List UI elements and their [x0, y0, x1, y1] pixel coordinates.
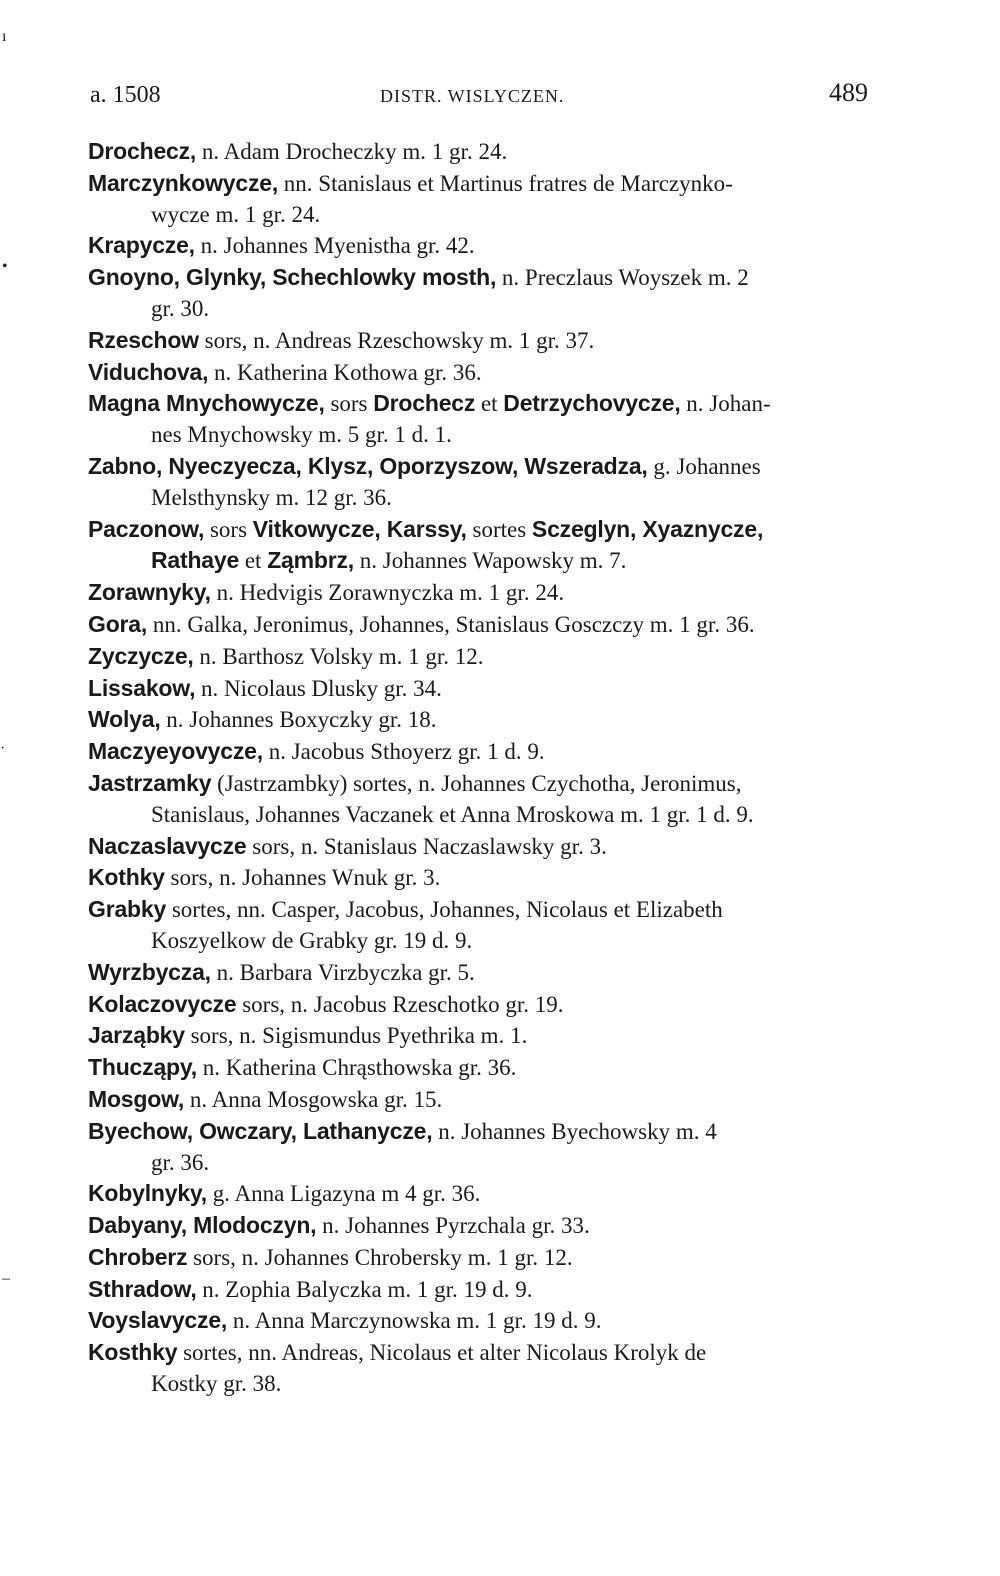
- entry-text: Koszyelkow de Grabky gr. 19 d. 9.: [151, 927, 473, 953]
- entry-text: n. Johannes Myenistha gr. 42.: [194, 233, 475, 259]
- place-name: Kosthky: [88, 1339, 178, 1366]
- entry-text: n. Katherina Kothowa gr. 36.: [208, 359, 482, 385]
- place-name: Voyslavycze,: [88, 1307, 228, 1334]
- place-name: Marczynkowycze,: [88, 169, 279, 196]
- entry-line: [88, 517, 763, 542]
- entry-line: [88, 360, 482, 385]
- entry: [88, 168, 878, 231]
- entry-text: Stanislaus, Johannes Vaczanek et Anna Mroskowa m. 1 gr. 1 d. 9.: [151, 801, 754, 827]
- entry: [88, 736, 878, 768]
- entry-text: n. Anna Marczynowska m. 1 gr. 19 d. 9.: [227, 1308, 602, 1334]
- entry: [88, 514, 878, 578]
- entry-line: [88, 834, 607, 859]
- entry-line: [88, 897, 723, 922]
- place-name: Sczeglyn, Xyaznycze,: [531, 515, 764, 542]
- entry-continuation: [88, 483, 878, 514]
- entry-text: (Jastrzambky) sortes, n. Johannes Czychotha, Jeronimus,: [211, 770, 742, 796]
- entry: [88, 388, 878, 451]
- entry-text: n. Johannes Pyrzchala gr. 33.: [316, 1213, 590, 1239]
- entry: [88, 1210, 878, 1242]
- entry-line: [88, 1213, 590, 1238]
- entry-line: [88, 171, 733, 196]
- entry-line: [88, 1181, 480, 1206]
- entry-text: sors: [204, 516, 253, 542]
- entry: [88, 894, 878, 957]
- place-name: Gnoyno, Glynky, Schechlowky mosth,: [88, 264, 497, 291]
- entry-continuation: [88, 926, 878, 957]
- entry-line: [88, 1308, 601, 1333]
- entry-line: [88, 1119, 717, 1144]
- entry-text: n. Johan-: [680, 391, 771, 417]
- entry-text: et: [239, 548, 268, 574]
- entry-text: n. Barbara Virzbyczka gr. 5.: [210, 959, 475, 985]
- place-name: Krapycze,: [88, 232, 195, 259]
- entry: [88, 577, 878, 609]
- margin-speck: ı: [2, 28, 7, 45]
- entry-text: et: [475, 391, 504, 417]
- place-name: Chroberz: [88, 1243, 188, 1270]
- place-name: Zabno, Nyeczyecza, Klysz, Oporzyszow, Wszeradza,: [88, 452, 648, 479]
- entry-text: sortes, nn. Andreas, Nicolaus et alter Nicolaus Krolyk de: [177, 1340, 707, 1366]
- entry-text: n. Hedvigis Zorawnyczka m. 1 gr. 24.: [210, 580, 565, 606]
- place-name: Wyrzbycza,: [88, 958, 211, 985]
- entry-text: sors: [324, 391, 374, 417]
- entry-text: n. Anna Mosgowska gr. 15.: [184, 1086, 443, 1112]
- entry-text: nes Mnychowsky m. 5 gr. 1 d. 1.: [151, 422, 452, 448]
- entry-text: gr. 30.: [151, 295, 210, 321]
- entry-line: [88, 1023, 527, 1048]
- entry-continuation: [88, 1369, 878, 1400]
- place-name: Kolaczovycze: [88, 990, 237, 1017]
- entry-text: sors, n. Johannes Wnuk gr. 3.: [164, 865, 441, 891]
- entry-line: [88, 865, 440, 890]
- entry: [88, 989, 878, 1021]
- place-name: Ząmbrz,: [267, 547, 354, 574]
- place-name: Magna Mnychowycze,: [88, 390, 325, 417]
- entry: [88, 831, 878, 863]
- place-name: Sthradow,: [88, 1275, 197, 1302]
- entry-text: n. Johannes Boxyczky gr. 18.: [160, 707, 437, 733]
- entry-line: [88, 676, 442, 701]
- entry-continuation: [88, 420, 878, 451]
- header-year: a. 1508: [90, 82, 161, 108]
- entry-text: n. Nicolaus Dlusky gr. 34.: [195, 675, 442, 701]
- place-name: Drochecz,: [88, 138, 197, 164]
- place-name: Detrzychovycze,: [503, 390, 681, 417]
- entry-line: [88, 139, 507, 164]
- entry: [88, 862, 878, 894]
- place-name: Byechow, Owczary, Lathanycze,: [88, 1117, 433, 1144]
- entry-line: [88, 233, 475, 258]
- place-name: Wolya,: [88, 706, 161, 733]
- entry-line: [88, 644, 483, 669]
- entry-text: nn. Stanislaus et Martinus fratres de Marczynko-: [278, 170, 733, 196]
- entry-continuation: [88, 294, 878, 325]
- place-name: Kobylnyky,: [88, 1180, 207, 1207]
- place-name: Naczaslavycze: [88, 832, 247, 859]
- entry-text: n. Johannes Byechowsky m. 4: [432, 1118, 717, 1144]
- entry: [88, 1274, 878, 1306]
- place-name: Rathaye: [151, 547, 240, 574]
- entry: [88, 325, 878, 357]
- entry-line: [88, 612, 755, 637]
- entry-text: n. Zophia Balyczka m. 1 gr. 19 d. 9.: [196, 1276, 533, 1302]
- place-name: Paczonow,: [88, 515, 205, 542]
- entry-line: [88, 580, 564, 605]
- entry-text: Kostky gr. 38.: [151, 1371, 282, 1397]
- entry: [88, 1305, 878, 1337]
- place-name: Jarząbky: [88, 1022, 185, 1049]
- place-name: Zyczycze,: [88, 642, 194, 669]
- entry-text: sors, n. Stanislaus Naczaslawsky gr. 3.: [246, 833, 607, 859]
- entry-continuation: [88, 200, 878, 231]
- place-name: Grabky: [88, 896, 167, 923]
- entry: [88, 641, 878, 673]
- place-name: Dabyany, Mlodoczyn,: [88, 1212, 317, 1239]
- entry: [88, 1116, 878, 1179]
- entry-text: gr. 36.: [151, 1149, 210, 1175]
- entry: [88, 357, 878, 389]
- entry: [88, 1052, 878, 1084]
- margin-speck: –: [2, 1270, 10, 1287]
- entry-text: sortes, nn. Casper, Jacobus, Johannes, Nicolaus et Elizabeth: [166, 897, 723, 923]
- entry-text: n. Katherina Chrąsthowska gr. 36.: [196, 1055, 517, 1081]
- place-name: Mosgow,: [88, 1085, 185, 1112]
- entry-line: [88, 1055, 516, 1080]
- entry: [88, 1242, 878, 1274]
- entry-line: [88, 391, 771, 416]
- entry: [88, 230, 878, 262]
- entry-line: [88, 1340, 706, 1365]
- entry-line: [88, 1087, 442, 1112]
- page-number: 489: [829, 78, 868, 107]
- entry-line: [88, 1277, 533, 1302]
- place-name: Zorawnyky,: [88, 579, 211, 606]
- entry-text: n. Barthosz Volsky m. 1 gr. 12.: [193, 643, 484, 669]
- running-header: [90, 78, 868, 110]
- entry-line: [88, 265, 749, 290]
- place-name: Maczyeyovycze,: [88, 738, 263, 765]
- header-district: DISTR. WISLYCZEN.: [380, 86, 565, 106]
- entry-text: n. Adam Drocheczky m. 1 gr. 24.: [196, 139, 508, 164]
- entry-line: [88, 1245, 573, 1270]
- entry: [88, 1084, 878, 1116]
- entry-line: [88, 992, 564, 1017]
- place-name: Jastrzamky: [88, 769, 212, 796]
- entry: [88, 957, 878, 989]
- entry-text: g. Johannes: [647, 453, 761, 479]
- entry-text: sors, n. Andreas Rzeschowsky m. 1 gr. 37.: [198, 327, 595, 353]
- entry-text: Melsthynsky m. 12 gr. 36.: [151, 484, 392, 510]
- entry-text: sors, n. Sigismundus Pyethrika m. 1.: [184, 1023, 528, 1049]
- entry-continuation: [88, 800, 878, 831]
- entry: [88, 262, 878, 325]
- place-name: Gora,: [88, 610, 148, 637]
- entry-line: [88, 771, 741, 796]
- entry: [88, 136, 878, 168]
- entry-text: sors, n. Johannes Chrobersky m. 1 gr. 12.: [187, 1244, 573, 1270]
- entry: [88, 704, 878, 736]
- entry: [88, 1020, 878, 1052]
- entry-text: sortes: [466, 516, 532, 542]
- entry-line: [88, 454, 761, 479]
- entry-continuation: [88, 545, 878, 577]
- entry-text: wycze m. 1 gr. 24.: [151, 201, 321, 227]
- entry-list: [88, 136, 878, 1400]
- entry-line: [88, 739, 545, 764]
- entry: [88, 1337, 878, 1400]
- margin-speck: ·: [0, 740, 6, 757]
- place-name: Drochecz: [373, 390, 476, 417]
- place-name: Vitkowycze, Karssy,: [252, 515, 467, 542]
- entry-line: [88, 707, 436, 732]
- margin-speck: •: [2, 258, 8, 275]
- entry: [88, 768, 878, 831]
- place-name: Rzeschow: [88, 326, 199, 353]
- entry-text: sors, n. Jacobus Rzeschotko gr. 19.: [236, 991, 564, 1017]
- place-name: Thucząpy,: [88, 1054, 197, 1081]
- entry-text: n. Jacobus Sthoyerz gr. 1 d. 9.: [262, 739, 545, 765]
- entry-line: [88, 960, 475, 985]
- entry-text: n. Johannes Wapowsky m. 7.: [354, 548, 627, 574]
- entry: [88, 1178, 878, 1210]
- entry-text: nn. Galka, Jeronimus, Johannes, Stanislaus Gosczczy m. 1 gr. 36.: [147, 611, 755, 637]
- entry-text: g. Anna Ligazyna m 4 gr. 36.: [207, 1181, 481, 1207]
- entry-line: [88, 328, 594, 353]
- entry: [88, 673, 878, 705]
- entry-continuation: [88, 1148, 878, 1179]
- entry: [88, 451, 878, 514]
- place-name: Kothky: [88, 864, 165, 891]
- entry: [88, 609, 878, 641]
- place-name: Lissakow,: [88, 674, 196, 701]
- entry-text: n. Preczlaus Woyszek m. 2: [496, 265, 749, 291]
- place-name: Viduchova,: [88, 358, 209, 385]
